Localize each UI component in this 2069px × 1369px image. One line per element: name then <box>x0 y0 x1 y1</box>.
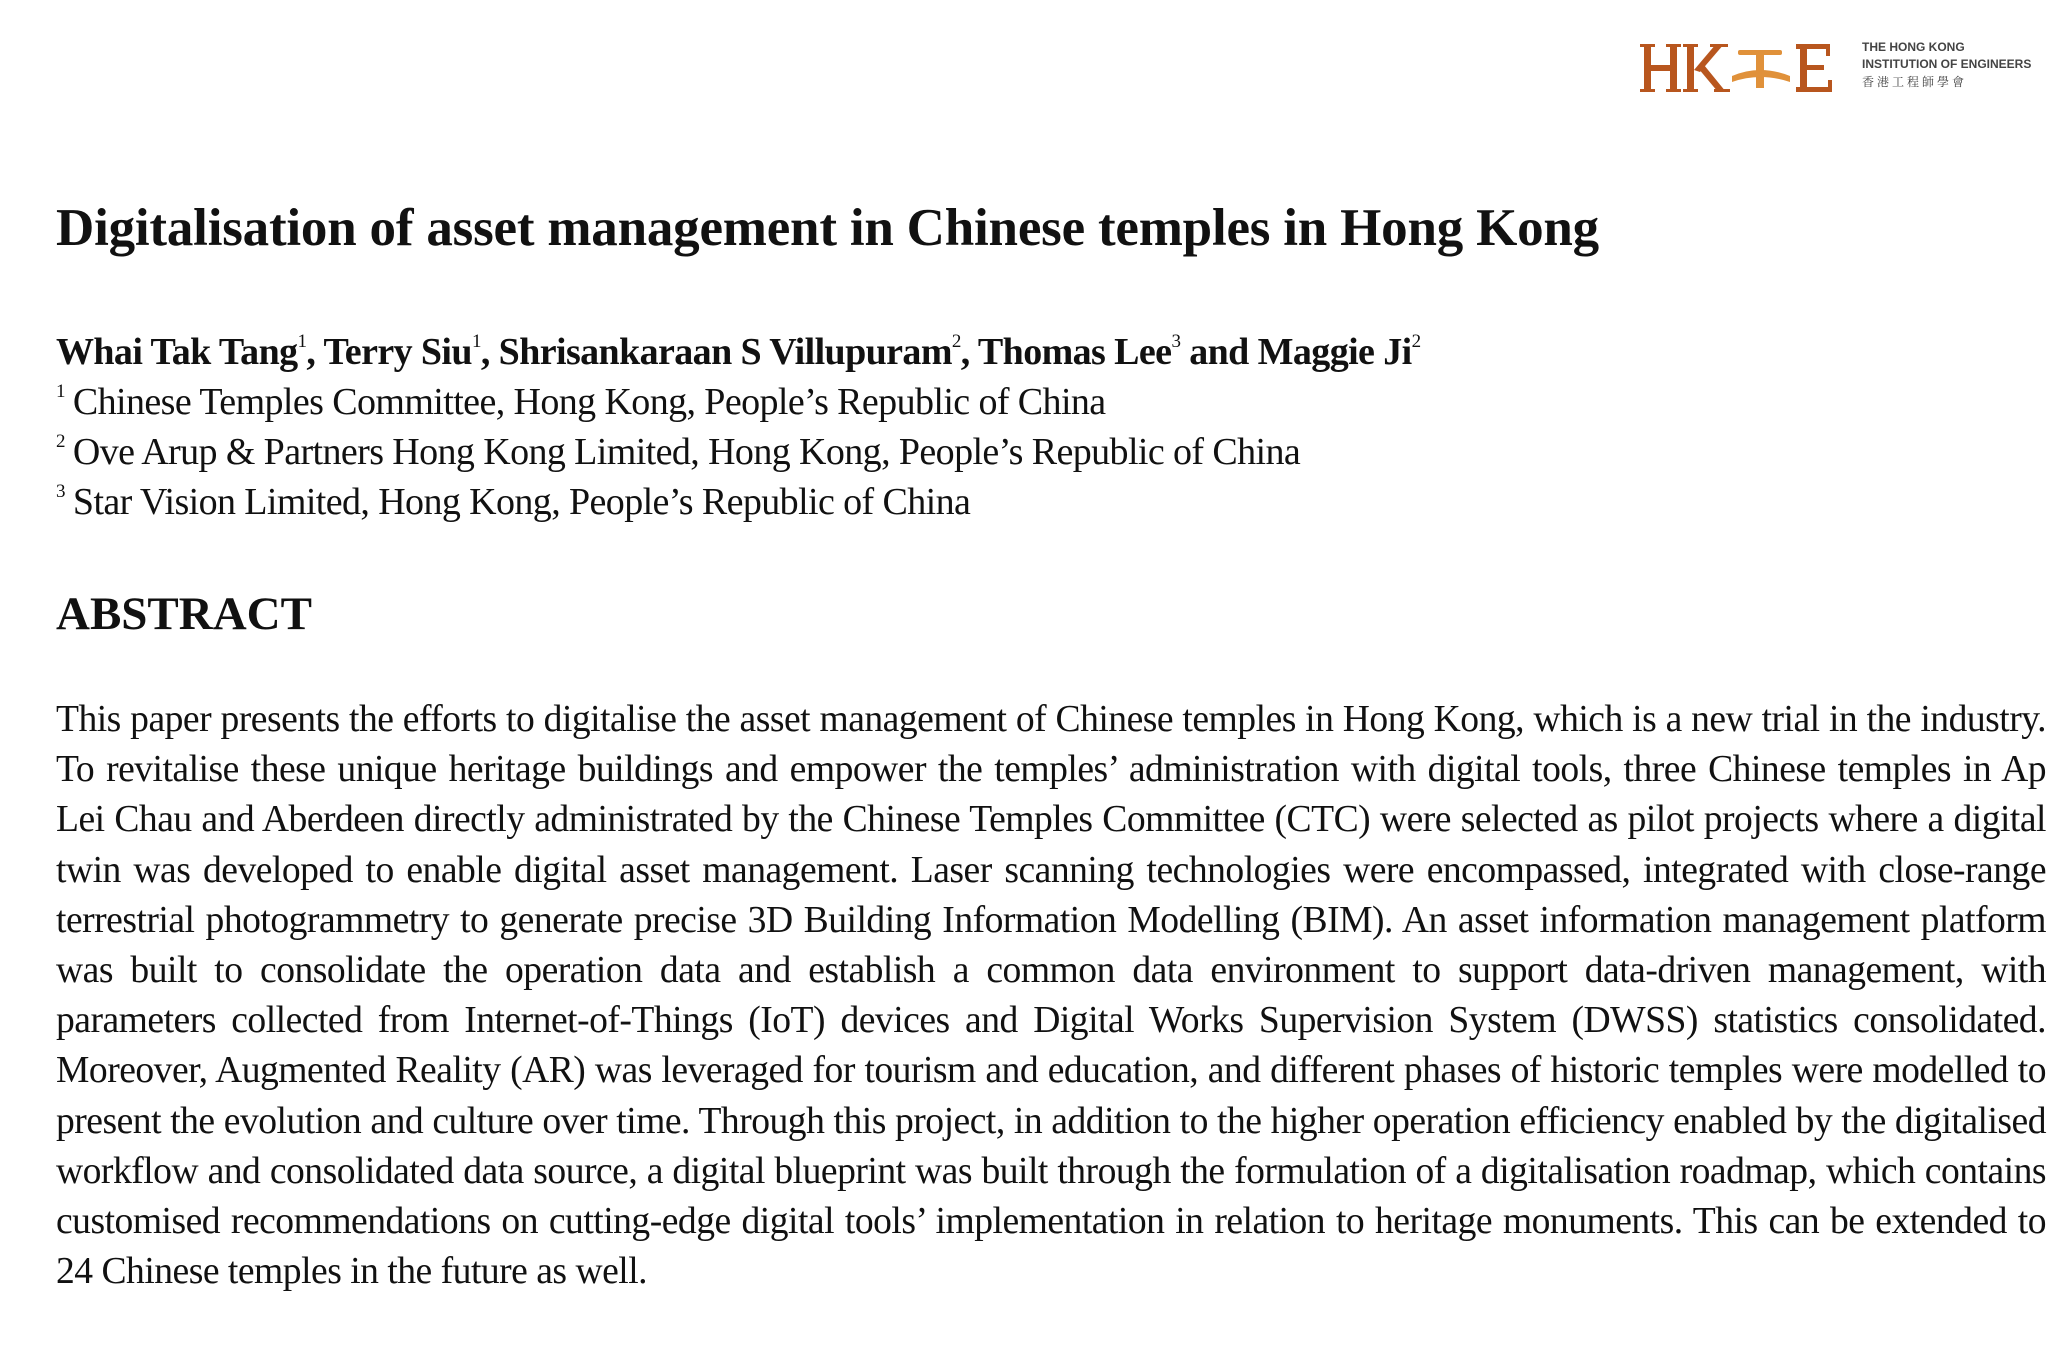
logo-org-chinese: 香港工程師學會 <box>1862 75 1968 89</box>
abstract-text: This paper presents the efforts to digitalise the asset management of Chinese temples in Hong Kong, which is a new trial in the industry. To revitalise these unique heritage buildings and empower the temples’ administration with digital tools, three Chinese temples in Ap Lei Chau and Aberdeen directly administrated by the Chinese Temples Committee (CTC) were selected as pilot projects where a digital twin was developed to enable digital asset management. Laser scanning technologies were encompassed, integrated with close-range terrestrial photogrammetry to generate precise 3D Building Information Modelling (BIM). An asset information management platform was built to consolidate the operation data and establish a common data environment to support data-driven management, with parameters collected from Internet-of-Things (IoT) devices and Digital Works Supervision System (DWSS) statistics consolidated. Moreover, Augmented Reality (AR) was leveraged for tourism and education, and different phases of historic temples were modelled to present the evolution and culture over time. Through this project, in addition to the higher operation efficiency enabled by the digitalised workflow and consolidated data source, a digital blueprint was built through the formulation of a digitalisation roadmap, which contains customised recommendations on cutting-edge digital tools’ implementation in relation to heritage monuments. This can be extended to 24 Chinese temples in the future as well. <box>56 699 2046 1293</box>
author-affiliation-mark: 1 <box>471 331 481 352</box>
author-separator: , <box>960 331 978 373</box>
affiliation-3 <box>56 477 970 534</box>
author-name: Whai Tak Tang <box>56 331 298 373</box>
affiliation-number: 2 <box>56 431 65 452</box>
logo-org-line2: INSTITUTION OF ENGINEERS <box>1862 57 2032 71</box>
affiliation-number: 3 <box>56 481 65 502</box>
affiliation-1 <box>56 377 1106 434</box>
abstract-heading: ABSTRACT <box>56 588 312 640</box>
author-separator: , <box>306 331 324 373</box>
author-affiliation-mark: 1 <box>297 331 307 352</box>
affiliation-text: Chinese Temples Committee, Hong Kong, People’s Republic of China <box>72 381 1106 423</box>
hkie-logo <box>1640 36 2050 100</box>
author-affiliation-mark: 2 <box>1411 331 1421 352</box>
author-name: Terry Siu <box>323 331 472 373</box>
paper-title: Digitalisation of asset management in Chinese temples in Hong Kong <box>56 199 1599 257</box>
affiliation-text: Star Vision Limited, Hong Kong, People’s Republic of China <box>72 481 971 523</box>
author-name: Shrisankaraan S Villupuram <box>498 331 952 373</box>
affiliation-number: 1 <box>56 381 65 402</box>
author-conjunction: and <box>1180 331 1258 373</box>
author-affiliation-mark: 3 <box>1171 331 1181 352</box>
author-separator: , <box>480 331 499 373</box>
author-name: Thomas Lee <box>977 331 1172 373</box>
author-name: Maggie Ji <box>1257 331 1412 373</box>
author-affiliation-mark: 2 <box>951 331 961 352</box>
affiliation-2 <box>56 427 1300 484</box>
affiliation-text: Ove Arup & Partners Hong Kong Limited, Hong Kong, People’s Republic of China <box>72 431 1301 473</box>
logo-org-line1: THE HONG KONG <box>1862 40 1965 54</box>
author-list <box>56 327 1420 384</box>
